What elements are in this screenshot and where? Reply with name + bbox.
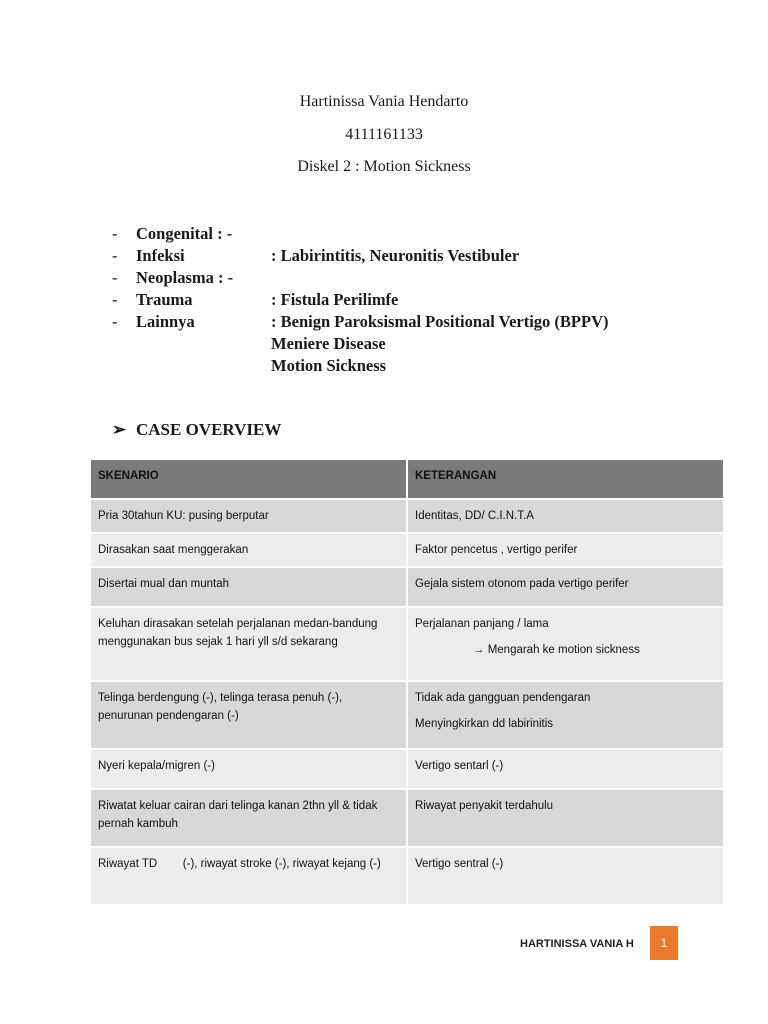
dash-bullet: - <box>112 312 118 331</box>
keterangan-text: Tidak ada gangguan pendengaran <box>415 692 591 704</box>
document-title: Diskel 2 : Motion Sickness <box>297 158 471 175</box>
page-number: 1 <box>650 926 678 960</box>
footer-author: HARTINISSA VANIA H <box>520 938 634 950</box>
list-term: Neoplasma : - <box>136 268 234 287</box>
keterangan-cell <box>407 607 723 681</box>
skenario-cell: Dirasakan saat menggerakan <box>91 533 407 567</box>
dash-bullet: - <box>112 290 118 309</box>
author-name: Hartinissa Vania Hendarto <box>299 93 469 110</box>
dash-bullet: - <box>112 246 118 265</box>
skenario-cell: Pria 30tahun KU: pusing berputar <box>91 499 407 533</box>
student-id: 4111161133 <box>345 126 423 143</box>
keterangan-cell: Gejala sistem otonom pada vertigo perifer <box>407 567 723 607</box>
skenario-cell: Riwatat keluar cairan dari telinga kanan 2thn yll & tidak pernah kambuh <box>91 789 407 847</box>
table-row <box>91 533 723 567</box>
table-row <box>91 607 723 681</box>
section-title: CASE OVERVIEW <box>136 420 282 439</box>
keterangan-cell: Identitas, DD/ C.I.N.T.A <box>407 499 723 533</box>
table-row <box>91 749 723 789</box>
keterangan-cell: Faktor pencetus , vertigo perifer <box>407 533 723 567</box>
keterangan-cell <box>407 681 723 749</box>
list-term: Infeksi <box>136 246 185 265</box>
keterangan-text: Perjalanan panjang / lama <box>415 618 549 630</box>
arrowhead-bullet-icon: ➢ <box>112 420 127 439</box>
keterangan-cell: Vertigo sentarl (-) <box>407 749 723 789</box>
keterangan-note: → Mengarah ke motion sickness <box>473 644 640 656</box>
list-value: : Labirintitis, Neuronitis Vestibuler <box>271 246 520 265</box>
section-heading <box>112 420 281 440</box>
column-header-skenario: SKENARIO <box>91 460 407 499</box>
table-row <box>91 499 723 533</box>
dash-bullet: - <box>112 224 118 243</box>
table-row <box>91 789 723 847</box>
keterangan-cell: Riwayat penyakit terdahulu <box>407 789 723 847</box>
skenario-cell: Riwayat TD (-), riwayat stroke (-), riwayat kejang (-) <box>91 847 407 905</box>
case-overview-table <box>91 460 723 906</box>
list-term: Trauma <box>136 290 193 309</box>
skenario-cell: Telinga berdengung (-), telinga terasa penuh (-), penurunan pendengaran (-) <box>91 681 407 749</box>
list-value: : Benign Paroksismal Positional Vertigo (BPPV) <box>271 312 609 331</box>
dash-bullet: - <box>112 268 118 287</box>
table-row <box>91 567 723 607</box>
table-header-row <box>91 460 723 499</box>
skenario-cell: Disertai mual dan muntah <box>91 567 407 607</box>
list-value: : Fistula Perilimfe <box>271 290 399 309</box>
skenario-cell: Keluhan dirasakan setelah perjalanan medan-bandung menggunakan bus sejak 1 hari yll s/d sekarang <box>91 607 407 681</box>
table-row <box>91 681 723 749</box>
keterangan-cell: Vertigo sentral (-) <box>407 847 723 905</box>
list-term: Congenital : - <box>136 224 233 243</box>
list-term: Lainnya <box>136 312 195 331</box>
keterangan-note: Menyingkirkan dd labirinitis <box>415 718 554 730</box>
column-header-keterangan: KETERANGAN <box>407 460 723 499</box>
table-row <box>91 847 723 905</box>
skenario-cell: Nyeri kepala/migren (-) <box>91 749 407 789</box>
